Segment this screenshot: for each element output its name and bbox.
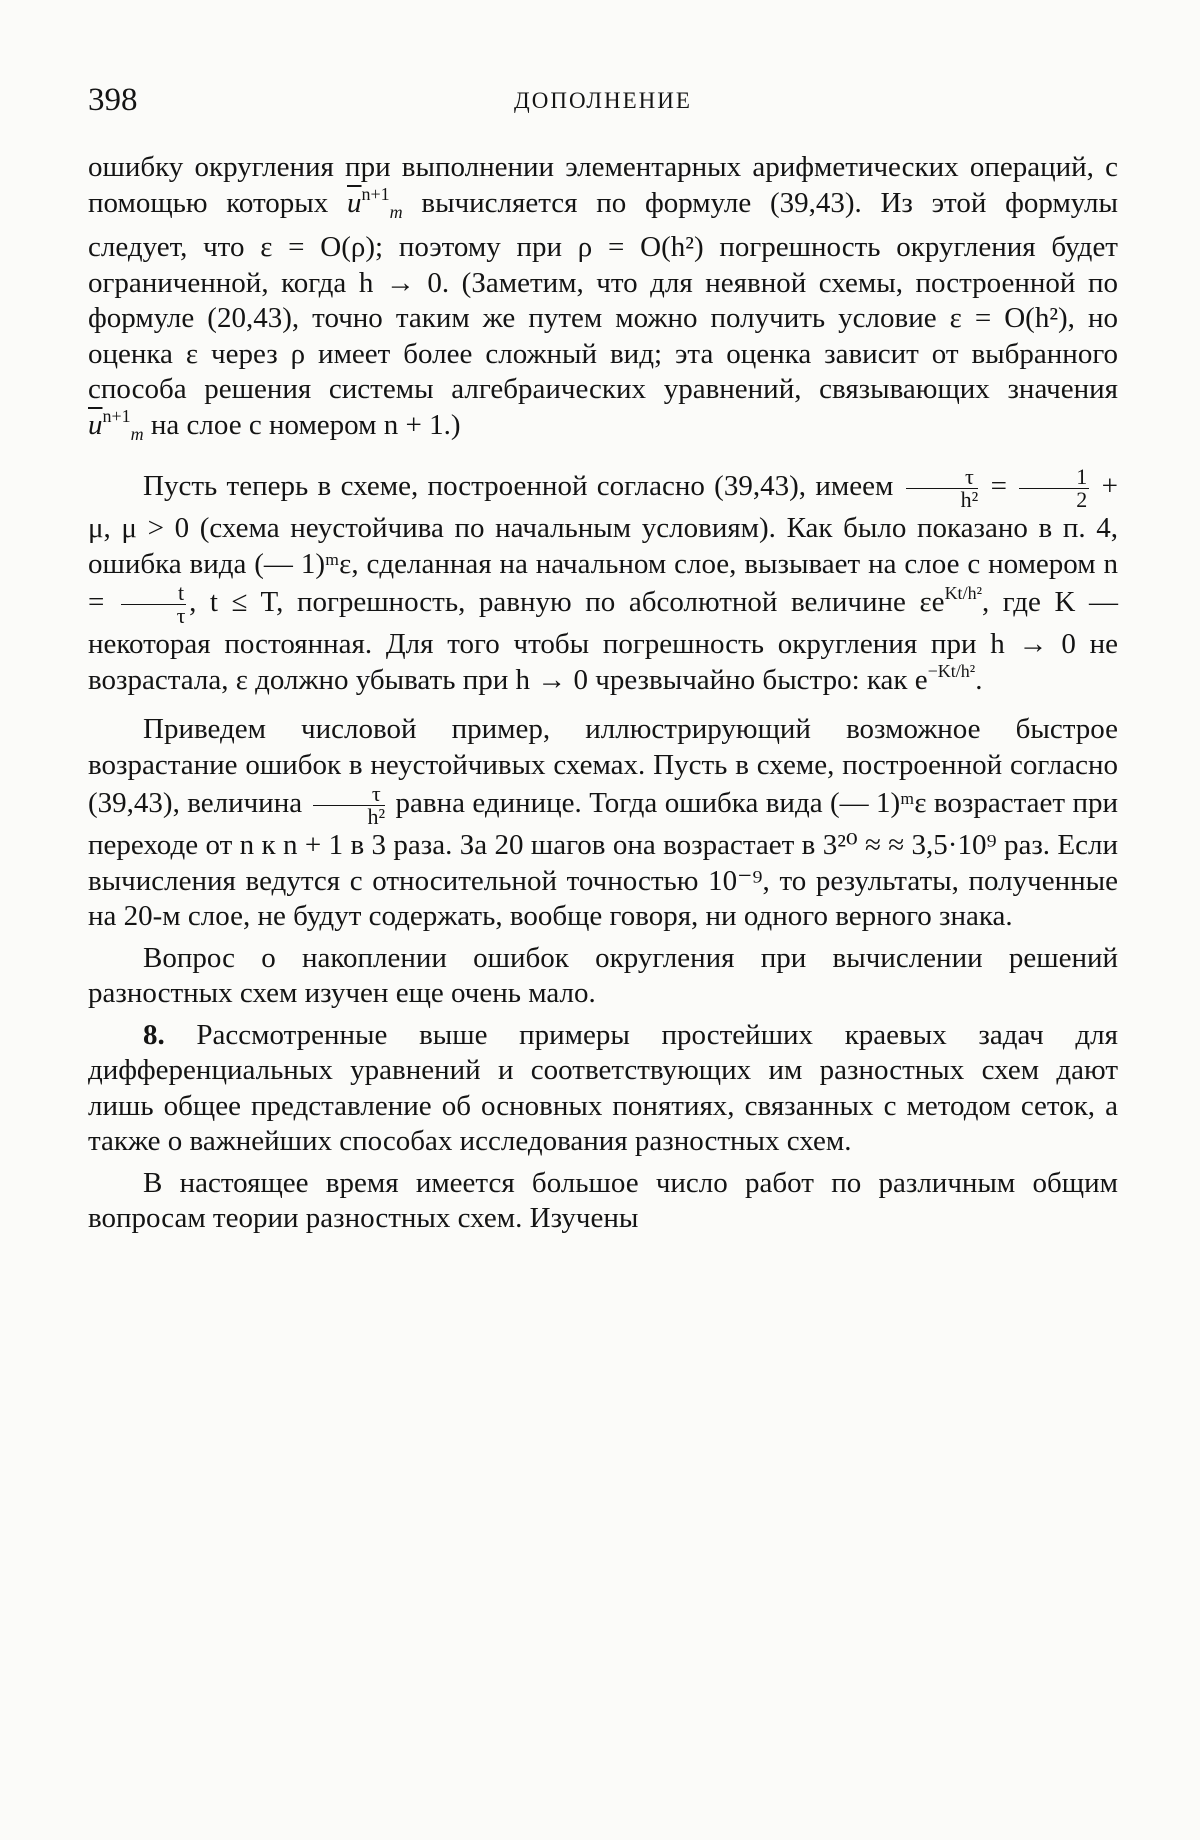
paragraph-4 [88,941,1118,1012]
text: Вопрос о накоплении ошибок округления при вычислении решений разностных схем изучен еще очень мало. [88,941,1118,1009]
text: , t ≤ T, погрешность, равную по абсолютной величине εe [189,586,945,619]
fraction-tau-h2-2: $\frac{\tau}{\text{h²}}$ [313,783,386,828]
section-number: 8. [143,1018,165,1051]
text: = [981,470,1017,503]
running-head: ДОПОЛНЕНИЕ [514,88,692,113]
paragraph-6 [88,1166,1118,1237]
fraction-tau-h2: $\frac{\tau}{\text{h²}}$ [906,466,979,511]
text: Рассмотренные выше примеры простейших краевых задач для дифференциальных уравнений и соответствующих им разностных схем дают лишь общее представление об основных понятиях, связанных с методом сеток, а также о важнейших способах исследования разностных схем. [88,1018,1118,1157]
superscript-2: n+1 [102,405,131,426]
superscript: n+1 [361,183,390,204]
page-header [88,82,1118,122]
page-body [88,150,1118,1237]
text: , где K — некоторая постоянная. Для того чтобы погрешность округления при h → 0 не возрастала, ε должно убывать при h → 0 чрезвычайно быстро: как e [88,586,1119,696]
text: вычисляется по формуле (39,43). Из этой формулы следует, что ε = O(ρ); поэтому при ρ = O(h²) погрешность округления будет ограниченной, когда h → 0. (Заметим, что для неявной схемы, построенной по формуле (20,43), точно таким же путем можно получить условие ε = O(h²), но оценка ε через ρ имеет более сложный вид; эта оценка зависит от выбранного способа решения системы алгебраических уравнений, связывающих значения [88,186,1118,405]
page-number: 398 [88,82,138,118]
text: + μ, μ > 0 (схема неустойчива по начальным условиям). Как было показано в п. 4, ошибка вида (— 1)ᵐε, сделанная на начальном слое, вызывает на слое с номером n = [88,470,1118,619]
text: равна единице. Тогда ошибка вида (— 1)ᵐε возрастает при переходе от n к n + 1 в 3 раза. За 20 шагов она возрастает в 3²⁰ ≈ ≈ 3,5·10⁹ раз. Если вычисления ведутся с относительной точностью 10⁻⁹, то результаты, полученные на 20-м слое, не будут содержать, вообще говоря, ни одного верного знака. [88,787,1118,932]
text: Приведем числовой пример, иллюстрирующий возможное быстрое возрастание ошибок в неустойчивых схемах. Пусть в схеме, построенной согласно (39,43), величина [88,713,1118,820]
paragraph-1 [88,150,1118,452]
text: . [975,663,983,696]
exponent-2: −Kt/h² [927,660,976,681]
exponent: Kt/h² [944,583,982,604]
subscript: m [389,201,403,222]
paragraph-3 [88,712,1118,935]
subscript-2: m [130,423,144,444]
u-symbol: $\overline{u}$ [347,186,362,219]
text: Пусть теперь в схеме, построенной согласно (39,43), имеем [143,470,903,503]
text: на слое с номером n + 1.) [143,408,461,441]
fraction-t-tau: $\frac{t}{\tau}$ [121,582,186,627]
text: В настоящее время имеется большое число работ по различным общим вопросам теории разностных схем. Изучены [88,1166,1118,1234]
paragraph-5 [88,1018,1118,1160]
paragraph-2 [88,466,1118,698]
text: ошибку округления при выполнении элементарных арифметических операций, с помощью которых [88,151,1118,219]
fraction-one-half: $\frac{1}{2}$ [1019,466,1089,511]
u-symbol-2: $\overline{u}$ [88,408,103,441]
